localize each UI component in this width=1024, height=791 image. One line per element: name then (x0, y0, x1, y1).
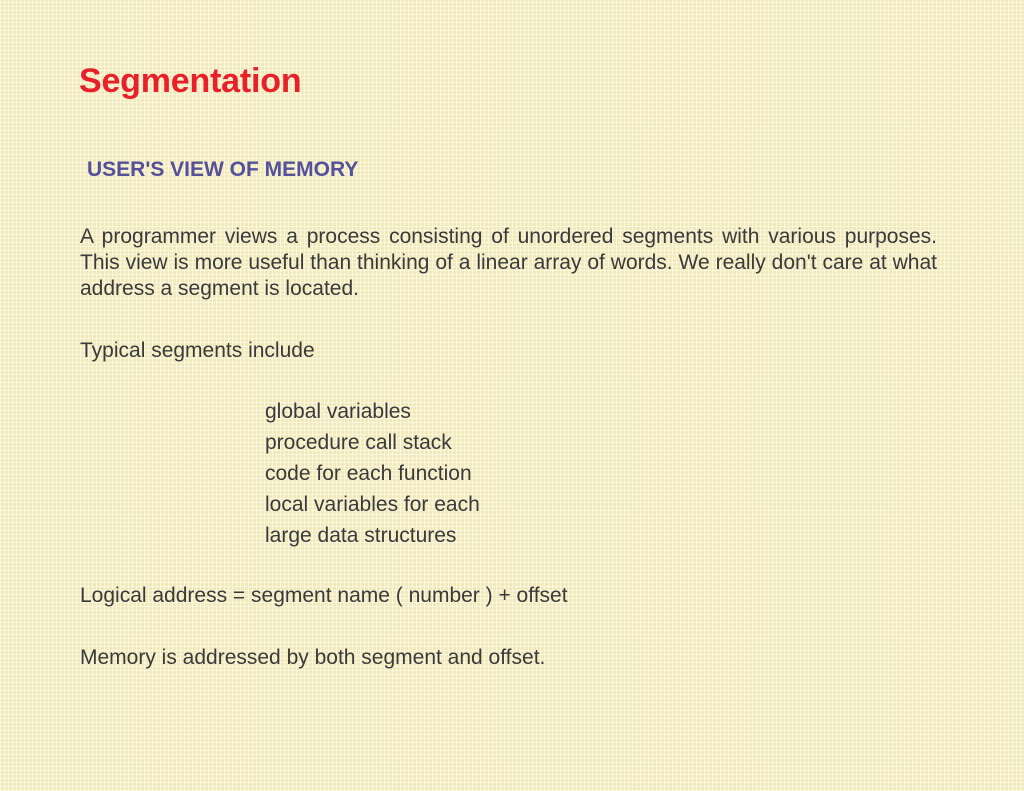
segment-item: global variables (265, 400, 411, 423)
segment-item: procedure call stack (265, 431, 452, 454)
logical-address-text: Logical address = segment name ( number ) + offset (80, 584, 568, 607)
intro-paragraph: A programmer views a process consisting of unordered segments with various purposes. This view is more useful than thinking of a linear array of words. We really don't care at what address a segment is located. (80, 225, 937, 300)
segment-item: local variables for each (265, 493, 480, 516)
segments-list (265, 396, 480, 551)
memory-note-text: Memory is addressed by both segment and offset. (80, 646, 546, 669)
segment-item: large data structures (265, 524, 457, 547)
section-heading: USER'S VIEW OF MEMORY (87, 158, 359, 181)
slide-title: Segmentation (79, 62, 302, 100)
segments-lead-text: Typical segments include (80, 339, 315, 362)
segment-item: code for each function (265, 462, 472, 485)
